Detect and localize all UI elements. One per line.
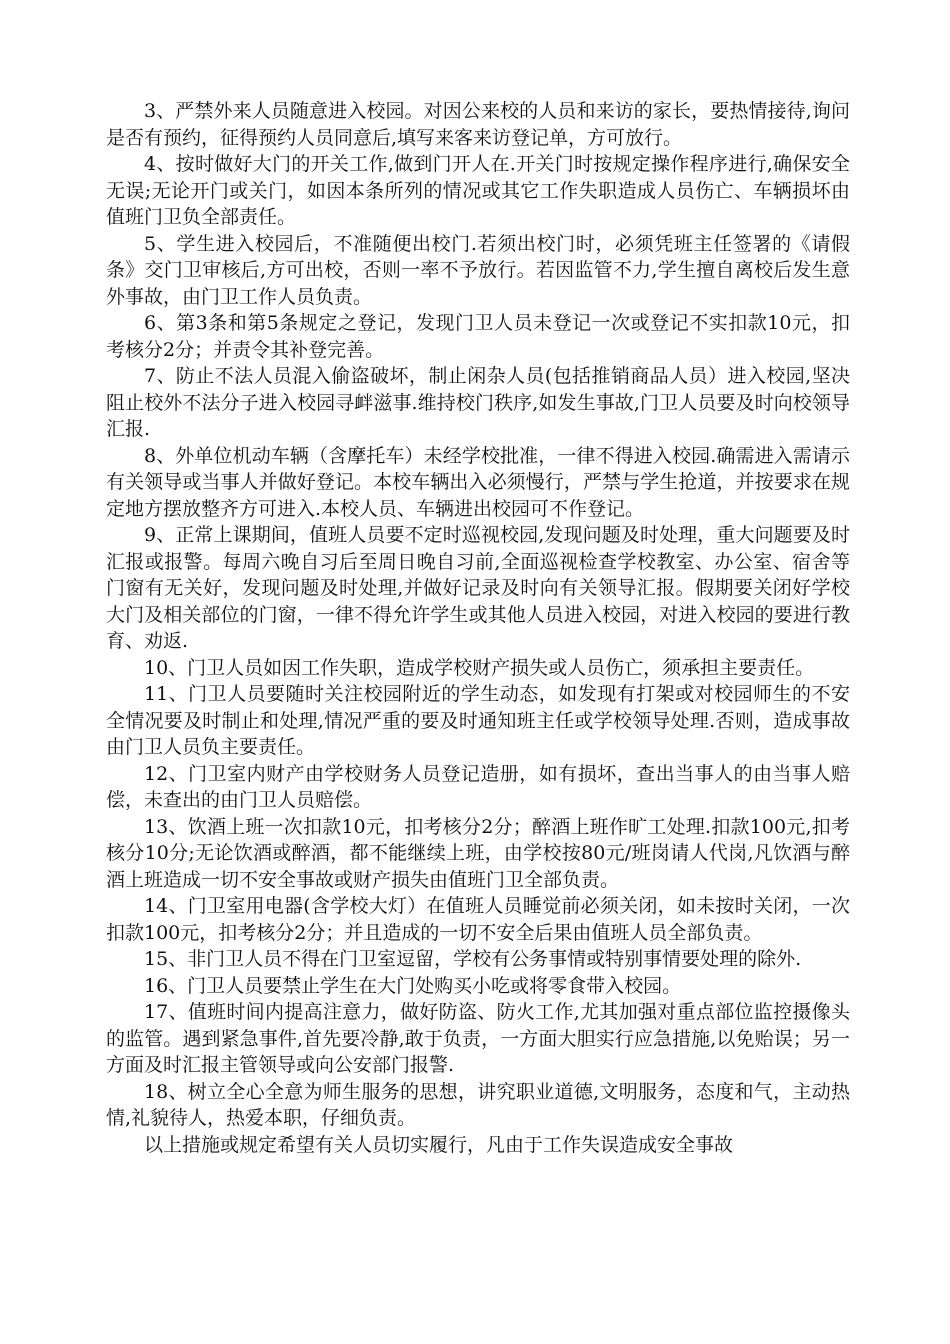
document-body xyxy=(106,98,850,1158)
paragraph-rule-15: 15、非门卫人员不得在门卫室逗留，学校有公务事情或特别事情要处理的除外. xyxy=(144,948,802,970)
paragraph-rule-11: 11、门卫人员要随时关注校园附近的学生动态，如发现有打架或对校园师生的不安全情况要及时制止和处理,情况严重的要及时通知班主任或学校领导处理.否则，造成事故由门卫人员负主要责任。 xyxy=(106,683,850,758)
paragraph-rule-17: 17、值班时间内提高注意力，做好防盗、防火工作,尤其加强对重点部位监控摄像头的监管。遇到紧急事件,首先要冷静,敢于负责，一方面大胆实行应急措施,以免贻误；另一方面及时汇报主管领导或向公安部门报警. xyxy=(106,1001,850,1076)
paragraph-rule-10: 10、门卫人员如因工作失职，造成学校财产损失或人员伤亡，须承担主要责任。 xyxy=(144,656,815,679)
paragraph-rule-9: 9、正常上课期间，值班人员要不定时巡视校园,发现问题及时处理，重大问题要及时汇报或报警。每周六晚自习后至周日晚自习前,全面巡视检查学校教室、办公室、宿舍等门窗有无关好，发现问题及时处理,并做好记录及时向有关领导汇报。假期要关闭好学校大门及相关部位的门窗，一律不得允许学生或其他人员进入校园，对进入校园的要进行教育、劝返. xyxy=(106,524,850,652)
paragraph-rule-16: 16、门卫人员要禁止学生在大门处购买小吃或将零食带入校园。 xyxy=(144,974,682,997)
paragraph-rule-5: 5、学生进入校园后，不准随便出校门.若须出校门时，必须凭班主任签署的《请假条》交门卫审核后,方可出校，否则一率不予放行。若因监管不力,学生擅自离校后发生意外事故，由门卫工作人员负责。 xyxy=(106,232,850,308)
paragraph-rule-6: 6、第3条和第5条规定之登记，发现门卫人员未登记一次或登记不实扣款10元，扣考核分2分；并责令其补登完善。 xyxy=(106,312,850,361)
paragraph-rule-13: 13、饮酒上班一次扣款10元，扣考核分2分；醉酒上班作旷工处理.扣款100元,扣考核分10分;无论饮酒或醉酒，都不能继续上班，由学校按80元/班岗请人代岗,凡饮酒与醉酒上班造成一切不安全事故或财产损失由值班门卫全部负责。 xyxy=(106,815,850,891)
paragraph-rule-18: 18、树立全心全意为师生服务的思想，讲究职业道德,文明服务，态度和气，主动热情,礼貌待人，热爱本职，仔细负责。 xyxy=(106,1080,850,1129)
paragraph-closing: 以上措施或规定希望有关人员切实履行，凡由于工作失误造成安全事故 xyxy=(144,1133,734,1156)
paragraph-rule-4: 4、按时做好大门的开关工作,做到门开人在.开关门时按规定操作程序进行,确保安全无误;无论开门或关门，如因本条所列的情况或其它工作失职造成人员伤亡、车辆损坏由值班门卫负全部责任。 xyxy=(106,153,850,228)
paragraph-rule-12: 12、门卫室内财产由学校财务人员登记造册，如有损坏，查出当事人的由当事人赔偿，未查出的由门卫人员赔偿。 xyxy=(106,762,850,811)
paragraph-rule-3: 3、严禁外来人员随意进入校园。对因公来校的人员和来访的家长，要热情接待,询问是否有预约，征得预约人员同意后,填写来客来访登记单，方可放行。 xyxy=(106,100,850,149)
paragraph-rule-8: 8、外单位机动车辆（含摩托车）未经学校批准，一律不得进入校园.确需进入需请示有关领导或当事人并做好登记。本校车辆出入必须慢行，严禁与学生抢道，并按要求在规定地方摆放整齐方可进入.本校人员、车辆进出校园可不作登记。 xyxy=(106,444,850,520)
paragraph-rule-14: 14、门卫室用电器(含学校大灯）在值班人员睡觉前必须关闭，如未按时关闭，一次扣款100元，扣考核分2分；并且造成的一切不安全后果由值班人员全部负责。 xyxy=(106,895,850,944)
paragraph-rule-7: 7、防止不法人员混入偷盗破坏，制止闲杂人员(包括推销商品人员）进入校园,坚决阻止校外不法分子进入校园寻衅滋事.维持校门秩序,如发生事故,门卫人员要及时向校领导汇报. xyxy=(106,365,850,440)
